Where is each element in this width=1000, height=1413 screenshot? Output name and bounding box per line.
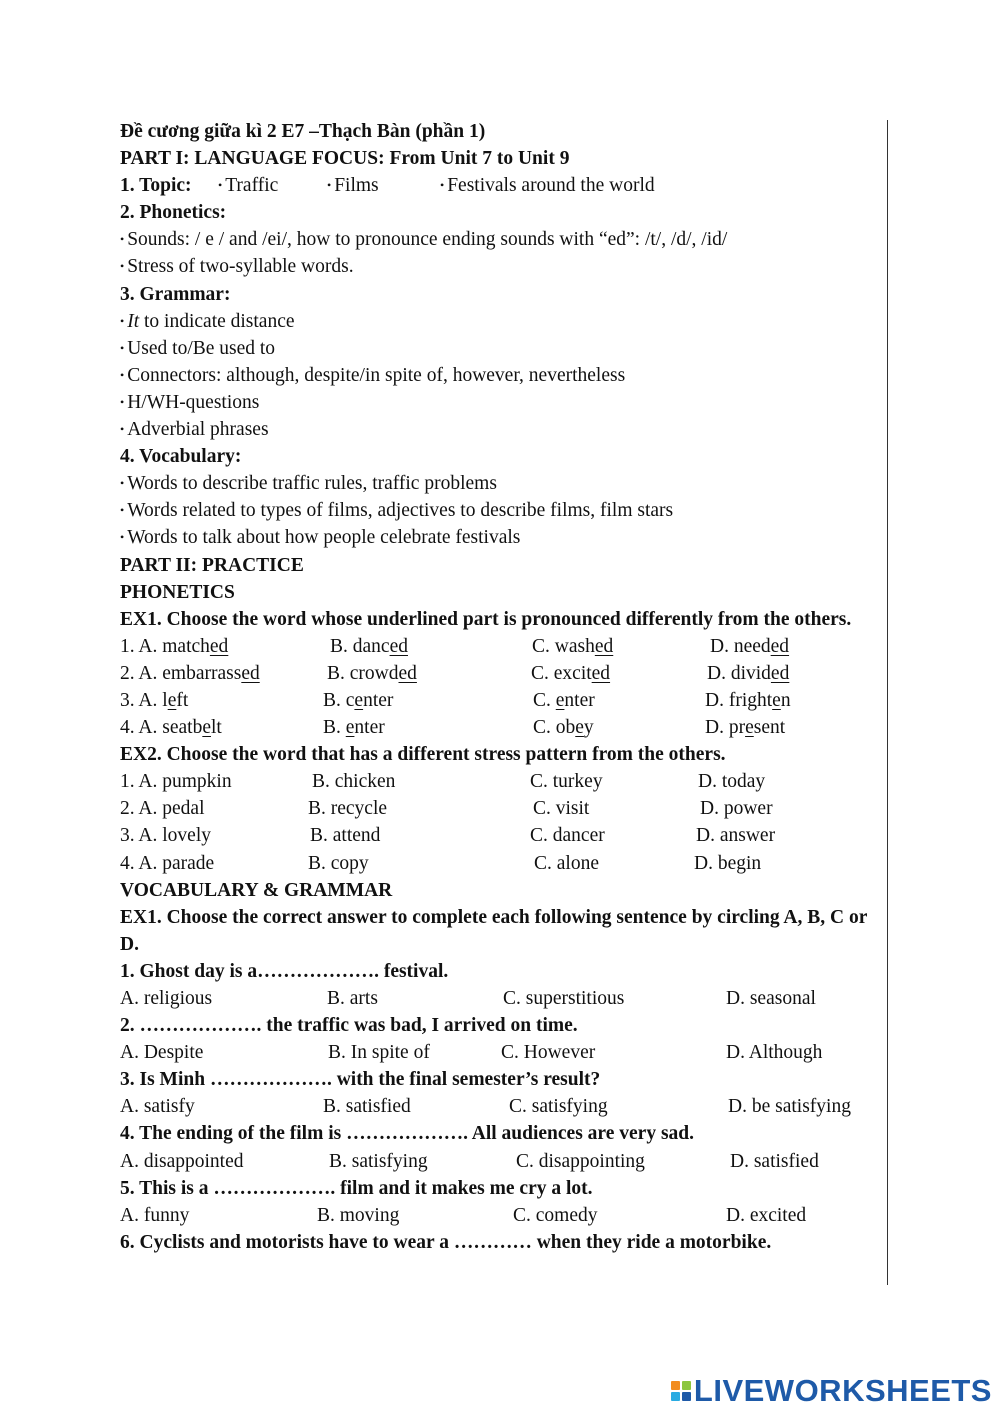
options-row [120, 1148, 890, 1175]
ex2-phonetics-questions [120, 768, 890, 876]
topic-item: • Traffic [218, 172, 278, 199]
answer-option[interactable]: C. visit [533, 798, 590, 820]
answer-option[interactable]: D. power [700, 798, 773, 820]
answer-option[interactable]: C. satisfying [509, 1096, 608, 1118]
phonetics-heading: 2. Phonetics: [120, 202, 227, 224]
answer-option[interactable]: A. religious [120, 988, 213, 1009]
vocab-grammar-heading: VOCABULARY & GRAMMAR [120, 879, 393, 901]
worksheet-document [120, 118, 890, 1256]
answer-option[interactable]: D. Although [726, 1042, 823, 1064]
question-text: 3. Is Minh ………………. with the final semester’s result? [120, 1069, 601, 1091]
answer-option[interactable]: C. comedy [513, 1204, 598, 1226]
question-row [120, 687, 890, 714]
answer-option[interactable]: D. seasonal [726, 988, 816, 1009]
underlined-part: e [167, 689, 177, 711]
underlined-part: e [745, 717, 754, 739]
question-text: 1. Ghost day is a………………. festival. [120, 960, 449, 982]
vocabulary-heading: 4. Vocabulary: [120, 446, 242, 468]
answer-option[interactable]: D. begin [694, 852, 762, 874]
ex1-phonetics-questions [120, 633, 890, 741]
answer-option[interactable]: C. However [501, 1042, 596, 1064]
vocabulary-item: • Words related to types of films, adjectives to describe films, film stars [120, 497, 890, 524]
underlined-part: ed [770, 635, 790, 657]
grammar-item: • It to indicate distance [120, 308, 890, 335]
answer-option[interactable]: 3. A. left [120, 689, 189, 711]
question-row [120, 768, 890, 795]
topic-item: • Festivals around the world [440, 172, 655, 199]
answer-option[interactable]: B. copy [308, 852, 369, 874]
ex1-vocab-instruction: EX1. Choose the correct answer to complete each following sentence by circling A, B, C or D. [120, 906, 868, 955]
answer-option[interactable]: B. In spite of [328, 1042, 430, 1064]
underlined-part: e [772, 689, 781, 711]
underlined-part: e [575, 717, 584, 739]
options-row [120, 1039, 890, 1066]
phonetics-item: • Sounds: / e / and /ei/, how to pronounce ending sounds with “ed”: /t/, /d/, /id/ [120, 226, 890, 253]
answer-option[interactable]: C. enter [533, 689, 595, 711]
answer-option[interactable]: D. needed [710, 635, 790, 657]
underlined-part: ed [389, 635, 408, 657]
answer-option[interactable]: 4. A. seatbelt [120, 717, 222, 739]
topic-label: 1. Topic: [120, 175, 192, 197]
options-row [120, 1093, 890, 1120]
underlined-part: ed [594, 635, 614, 657]
part1-heading: PART I: LANGUAGE FOCUS: From Unit 7 to Unit 9 [120, 148, 570, 170]
question-row [120, 633, 890, 660]
question-row [120, 822, 890, 849]
underlined-part: e [354, 689, 364, 711]
underlined-part: ed [398, 662, 417, 684]
question-row [120, 714, 890, 741]
question-text: 4. The ending of the film is ………………. All audiences are very sad. [120, 1123, 695, 1145]
answer-option[interactable]: 1. A. pumpkin [120, 771, 232, 793]
underlined-part: ed [241, 662, 260, 684]
document-title: Đề cương giữa kì 2 E7 –Thạch Bàn (phần 1) [120, 121, 486, 142]
grammar-item: • Adverbial phrases [120, 416, 890, 443]
underlined-part: ed [209, 635, 229, 657]
options-row [120, 985, 890, 1012]
answer-option[interactable]: B. satisfied [323, 1096, 411, 1118]
answer-option[interactable]: A. funny [120, 1204, 190, 1226]
topic-line [120, 172, 890, 199]
grammar-item: • H/WH-questions [120, 389, 890, 416]
answer-option[interactable]: 3. A. lovely [120, 825, 211, 847]
vocabulary-item: • Words to describe traffic rules, traffic problems [120, 470, 890, 497]
answer-option[interactable]: C. obey [533, 717, 594, 739]
logo-mark-icon [671, 1381, 691, 1401]
answer-option[interactable]: B. arts [327, 988, 378, 1009]
question-text: 5. This is a ………………. film and it makes me cry a lot. [120, 1177, 593, 1199]
question-row [120, 850, 890, 877]
answer-option[interactable]: D. divided [707, 662, 790, 684]
ex2-phonetics-instruction: EX2. Choose the word that has a different stress pattern from the others. [120, 744, 726, 766]
question-row [120, 795, 890, 822]
answer-option[interactable]: B. enter [323, 717, 385, 739]
phonetics-item: • Stress of two-syllable words. [120, 253, 890, 280]
answer-option[interactable]: D. be satisfying [728, 1096, 851, 1118]
underlined-part: e [202, 717, 211, 739]
answer-option[interactable]: D. present [705, 717, 786, 739]
logo-text: LIVEWORKSHEETS [693, 1373, 992, 1408]
grammar-item: • Used to/Be used to [120, 335, 890, 362]
answer-option[interactable]: 4. A. parade [120, 852, 215, 874]
vocabulary-item: • Words to talk about how people celebrate festivals [120, 524, 890, 551]
answer-option[interactable]: D. excited [726, 1204, 807, 1226]
answer-option[interactable]: A. Despite [120, 1042, 204, 1064]
underlined-part: ed [770, 662, 790, 684]
answer-option[interactable]: C. excited [531, 662, 611, 684]
underlined-part: ed [591, 662, 611, 684]
answer-option[interactable]: C. turkey [530, 771, 603, 793]
answer-option[interactable]: B. center [323, 689, 394, 711]
answer-option[interactable]: D. frighten [705, 689, 791, 711]
phonetics-section-heading: PHONETICS [120, 581, 235, 603]
answer-option[interactable]: B. chicken [312, 771, 396, 793]
answer-option[interactable]: B. recycle [308, 798, 388, 820]
answer-option[interactable]: A. disappointed [120, 1150, 244, 1172]
answer-option[interactable]: C. alone [534, 852, 599, 874]
options-row [120, 1202, 890, 1229]
answer-option[interactable]: B. moving [317, 1204, 400, 1226]
question-text: 6. Cyclists and motorists have to wear a ………… when they ride a motorbike. [120, 1231, 772, 1253]
answer-option[interactable]: B. attend [310, 825, 381, 847]
grammar-item: • Connectors: although, despite/in spite of, however, nevertheless [120, 362, 890, 389]
grammar-heading: 3. Grammar: [120, 283, 231, 305]
liveworksheets-logo [671, 1375, 992, 1407]
answer-option[interactable]: D. today [698, 771, 766, 793]
ex1-vocab-questions [120, 958, 890, 1256]
answer-option[interactable]: C. superstitious [503, 988, 625, 1009]
answer-option[interactable]: D. satisfied [730, 1150, 819, 1172]
answer-option[interactable]: 2. A. embarrassed [120, 662, 260, 684]
answer-option[interactable]: 2. A. pedal [120, 798, 205, 820]
ex1-phonetics-instruction: EX1. Choose the word whose underlined part is pronounced differently from the others. [120, 608, 852, 630]
answer-option[interactable]: B. satisfying [329, 1150, 428, 1172]
answer-option[interactable]: C. dancer [530, 825, 605, 847]
answer-option[interactable]: C. disappointing [516, 1150, 645, 1172]
answer-option[interactable]: D. answer [696, 825, 776, 847]
answer-option[interactable]: B. crowded [327, 662, 417, 684]
topic-item: • Films [327, 172, 379, 199]
answer-option[interactable]: A. satisfy [120, 1096, 195, 1118]
answer-option[interactable]: B. danced [330, 635, 408, 657]
answer-option[interactable]: C. washed [532, 635, 614, 657]
underlined-part: e [555, 689, 565, 711]
question-row [120, 660, 890, 687]
part2-heading: PART II: PRACTICE [120, 554, 304, 576]
answer-option[interactable]: 1. A. matched [120, 635, 229, 657]
underlined-part: e [345, 717, 355, 739]
question-text: 2. ………………. the traffic was bad, I arrived on time. [120, 1015, 578, 1037]
